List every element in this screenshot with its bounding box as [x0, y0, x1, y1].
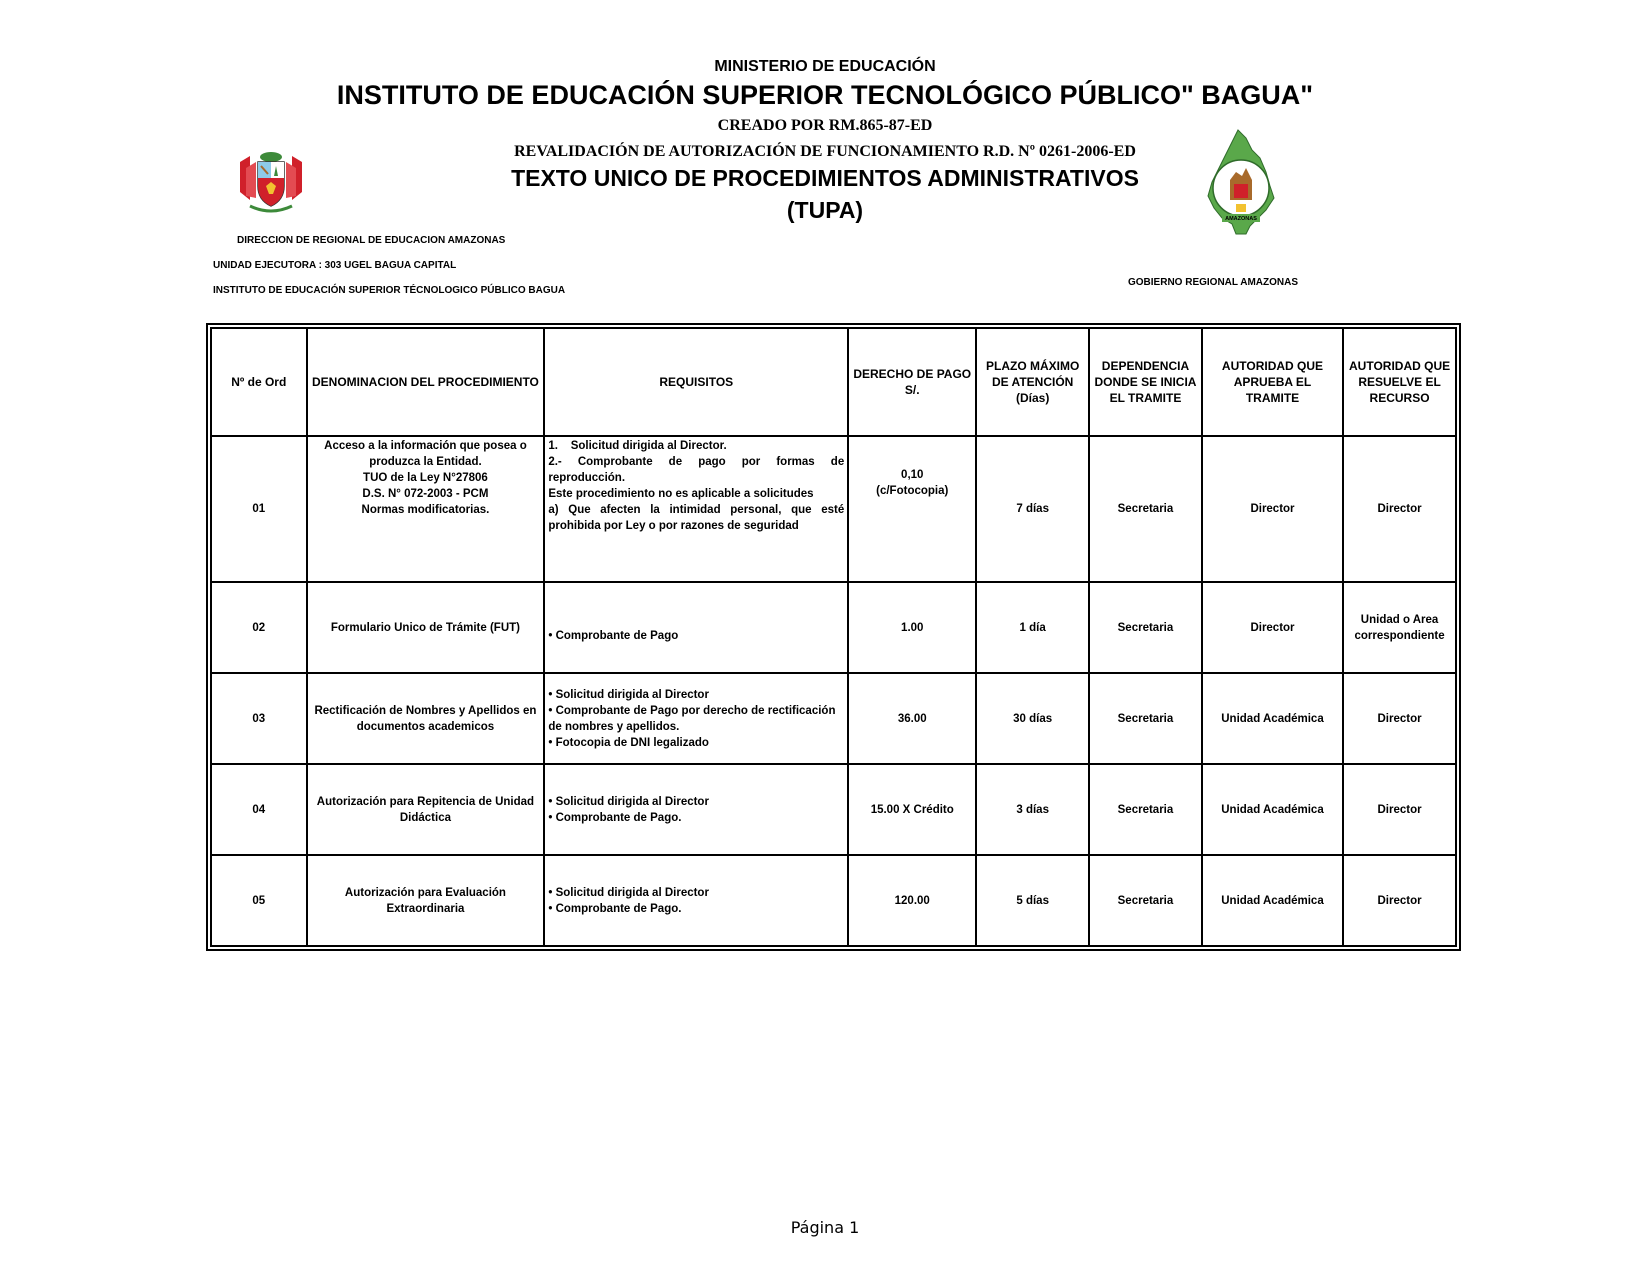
row-requirements	[544, 855, 848, 946]
requirement-item: • Fotocopia de DNI legalizado	[548, 735, 844, 751]
row-resolver: Director	[1343, 855, 1456, 946]
page-number: Página 1	[790, 1218, 860, 1237]
institute-line: INSTITUTO DE EDUCACIÓN SUPERIOR TÉCNOLOGICO PÚBLICO BAGUA	[213, 285, 566, 296]
requirement-item: Este procedimiento no es aplicable a solicitudes	[548, 488, 814, 500]
procedure-line: Acceso a la información que posea o produzca la Entidad.	[324, 440, 527, 468]
row-requirements	[544, 582, 848, 673]
row-requirements	[544, 673, 848, 764]
row-approver: Unidad Académica	[1202, 764, 1343, 855]
procedure-line: Normas modificatorias.	[361, 504, 490, 516]
row-dependency: Secretaria	[1089, 436, 1202, 582]
table-row	[211, 855, 1456, 946]
regional-direction: DIRECCION DE REGIONAL DE EDUCACION AMAZONAS	[237, 235, 506, 246]
row-procedure: Rectificación de Nombres y Apellidos en documentos academicos	[307, 673, 545, 764]
coat-of-arms-logo	[236, 148, 306, 216]
requirement-item: • Comprobante de Pago	[548, 628, 844, 644]
fee-note: (c/Fotocopia)	[876, 485, 949, 497]
row-ord: 05	[211, 855, 307, 946]
table-row	[211, 764, 1456, 855]
row-dependency: Secretaria	[1089, 764, 1202, 855]
table-header-row	[211, 328, 1456, 436]
row-ord: 01	[211, 436, 307, 582]
table-row	[211, 436, 1456, 582]
document-abbreviation: (TUPA)	[786, 197, 864, 223]
executing-unit: UNIDAD EJECUTORA : 303 UGEL BAGUA CAPITAL	[213, 260, 457, 271]
requirement-item: • Comprobante de Pago.	[548, 810, 844, 826]
tupa-table	[210, 327, 1457, 947]
row-deadline: 7 días	[976, 436, 1089, 582]
header-denominacion: DENOMINACION DEL PROCEDIMIENTO	[307, 328, 545, 436]
row-ord: 04	[211, 764, 307, 855]
row-dependency: Secretaria	[1089, 673, 1202, 764]
row-approver: Director	[1202, 436, 1343, 582]
requirement-item: • Solicitud dirigida al Director	[548, 885, 844, 901]
row-fee: 120.00	[848, 855, 976, 946]
row-ord: 03	[211, 673, 307, 764]
regional-logo-text: AMAZONAS	[1225, 216, 1257, 222]
header-autoridad-resuelve: AUTORIDAD QUE RESUELVE EL RECURSO	[1343, 328, 1456, 436]
row-resolver: Director	[1343, 673, 1456, 764]
row-resolver: Unidad o Area correspondiente	[1343, 582, 1456, 673]
institute-title: INSTITUTO DE EDUCACIÓN SUPERIOR TECNOLÓGICO PÚBLICO" BAGUA"	[336, 80, 1314, 110]
regional-government: GOBIERNO REGIONAL AMAZONAS	[1128, 277, 1299, 288]
ministry-title: MINISTERIO DE EDUCACIÓN	[714, 58, 936, 75]
header-ord: Nº de Ord	[211, 328, 307, 436]
creation-resolution: CREADO POR RM.865-87-ED	[717, 117, 933, 134]
row-fee: 15.00 X Crédito	[848, 764, 976, 855]
requirement-item: • Comprobante de Pago.	[548, 901, 844, 917]
row-resolver: Director	[1343, 436, 1456, 582]
requirement-item: 2.- Comprobante de pago por formas de reproducción.	[548, 456, 845, 484]
row-requirements	[544, 436, 848, 582]
row-requirements	[544, 764, 848, 855]
revalidation-resolution: REVALIDACIÓN DE AUTORIZACIÓN DE FUNCIONAMIENTO R.D. Nº 0261-2006-ED	[514, 143, 1136, 160]
row-procedure: Autorización para Evaluación Extraordinaria	[307, 855, 545, 946]
requirement-item: • Solicitud dirigida al Director	[548, 687, 844, 703]
header-derecho-pago: DERECHO DE PAGO S/.	[848, 328, 976, 436]
row-dependency: Secretaria	[1089, 582, 1202, 673]
table-row	[211, 582, 1456, 673]
row-approver: Director	[1202, 582, 1343, 673]
row-procedure: Autorización para Repitencia de Unidad Didáctica	[307, 764, 545, 855]
requirement-item: • Solicitud dirigida al Director	[548, 794, 844, 810]
row-dependency: Secretaria	[1089, 855, 1202, 946]
row-deadline: 3 días	[976, 764, 1089, 855]
header-plazo: PLAZO MÁXIMO DE ATENCIÓN (Días)	[976, 328, 1089, 436]
requirement-item: a) Que afecten la intimidad personal, que esté prohibida por Ley o por razones de seguridad	[548, 504, 845, 532]
document-title: TEXTO UNICO DE PROCEDIMIENTOS ADMINISTRATIVOS	[511, 165, 1139, 191]
row-fee	[848, 436, 976, 582]
row-approver: Unidad Académica	[1202, 673, 1343, 764]
row-procedure	[307, 436, 545, 582]
row-ord: 02	[211, 582, 307, 673]
row-deadline: 1 día	[976, 582, 1089, 673]
procedure-line: D.S. N° 072-2003 - PCM	[362, 488, 489, 500]
row-procedure: Formulario Unico de Trámite (FUT)	[307, 582, 545, 673]
header-requisitos: REQUISITOS	[544, 328, 848, 436]
row-deadline: 30 días	[976, 673, 1089, 764]
fee-value: 0,10	[901, 469, 924, 481]
header-autoridad-aprueba: AUTORIDAD QUE APRUEBA EL TRAMITE	[1202, 328, 1343, 436]
regional-government-logo	[1200, 128, 1282, 240]
header-dependencia: DEPENDENCIA DONDE SE INICIA EL TRAMITE	[1089, 328, 1202, 436]
row-resolver: Director	[1343, 764, 1456, 855]
row-fee: 36.00	[848, 673, 976, 764]
row-deadline: 5 días	[976, 855, 1089, 946]
table-row	[211, 673, 1456, 764]
row-fee: 1.00	[848, 582, 976, 673]
requirement-item: • Comprobante de Pago por derecho de rectificación de nombres y apellidos.	[548, 703, 844, 735]
row-approver: Unidad Académica	[1202, 855, 1343, 946]
procedure-line: TUO de la Ley N°27806	[363, 472, 488, 484]
requirement-item: 1. Solicitud dirigida al Director.	[548, 440, 727, 452]
